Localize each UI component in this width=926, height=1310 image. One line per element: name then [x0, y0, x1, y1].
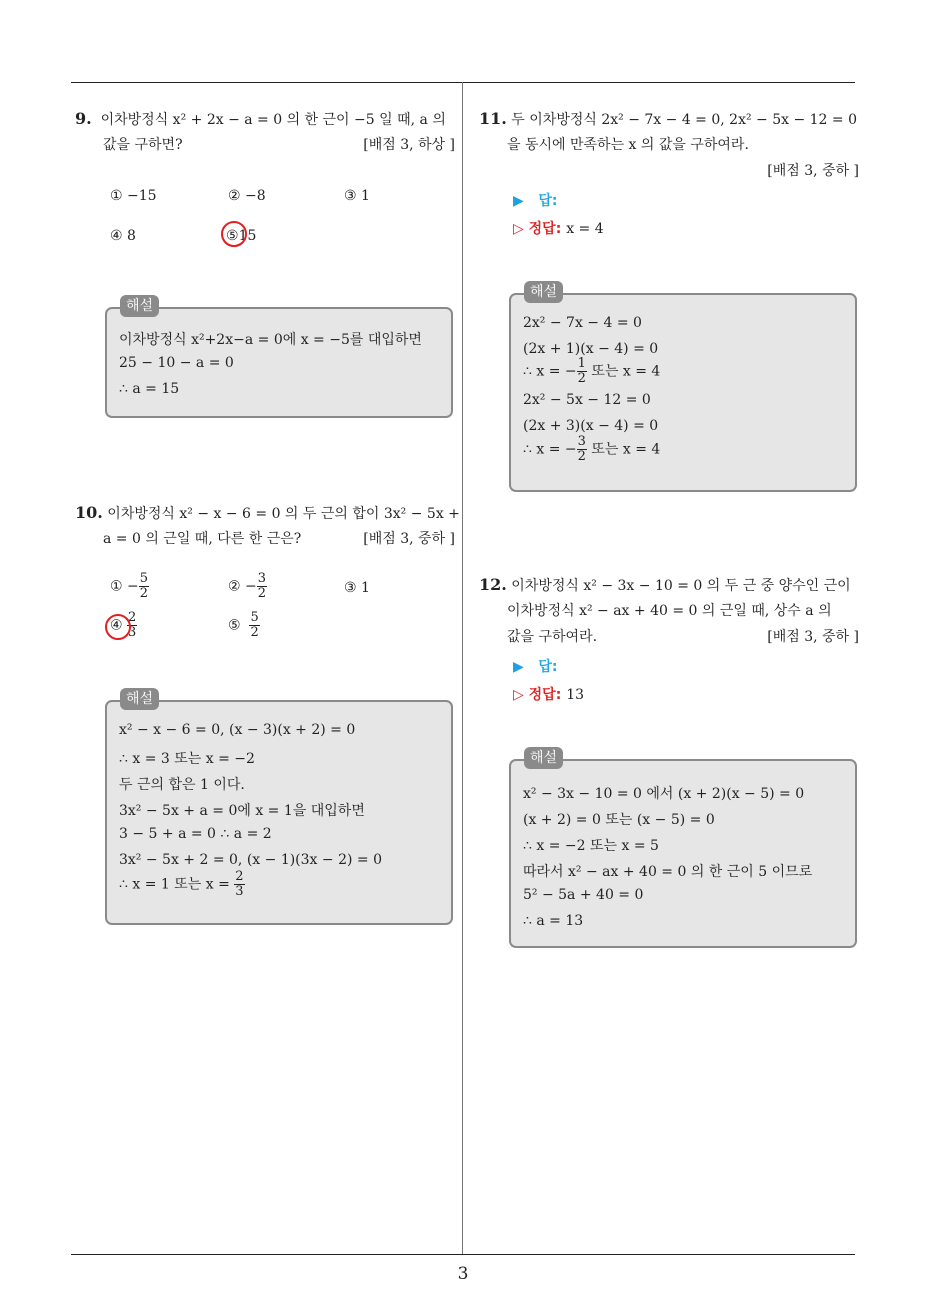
numerator: 2 — [235, 869, 244, 884]
solution-line: 이차방정식 x²+2x−a = 0에 x = −5를 대입하면 — [119, 332, 422, 348]
question-number: 9. — [75, 109, 92, 128]
denominator: 2 — [577, 371, 586, 386]
bottom-rule — [71, 1254, 855, 1255]
solution-line: 2x² − 5x − 12 = 0 — [523, 392, 651, 408]
question-text: a = 0 의 근일 때, 다른 한 근은? — [103, 531, 302, 547]
choice-marker: ⑤ — [226, 228, 239, 244]
solution-tag: 해설 — [524, 281, 563, 303]
numerator: 5 — [139, 571, 149, 586]
numerator: 5 — [250, 610, 259, 625]
play-arrow-icon: ▶ — [513, 193, 524, 209]
correct-value: x = 4 — [566, 221, 604, 237]
solution-line: (2x + 3)(x − 4) = 0 — [523, 418, 659, 434]
solution-line — [523, 357, 660, 386]
question-text: 두 이차방정식 2x² − 7x − 4 = 0, 2x² − 5x − 12 = 0 — [511, 112, 857, 128]
page-number: 3 — [457, 1264, 469, 1284]
numerator: 3 — [577, 434, 586, 449]
numerator: 2 — [128, 610, 137, 625]
choice-4[interactable]: ④ 8 — [110, 228, 136, 244]
fraction — [139, 572, 149, 601]
solution-box-12 — [509, 759, 857, 948]
solution-line: 5² − 5a + 40 = 0 — [523, 887, 644, 903]
solution-line: 3x² − 5x + a = 0에 x = 1을 대입하면 — [119, 803, 365, 819]
solution-line: 2x² − 7x − 4 = 0 — [523, 315, 642, 331]
solution-line: x² − 3x − 10 = 0 에서 (x + 2)(x − 5) = 0 — [523, 786, 805, 802]
answer-circle-mark — [221, 221, 247, 247]
solution-box-9 — [105, 307, 453, 418]
correct-label: 정답: — [528, 221, 562, 237]
solution-box-10 — [105, 700, 453, 925]
numerator: 3 — [257, 571, 267, 586]
fraction — [577, 357, 587, 386]
question-number: 11. — [479, 109, 507, 128]
solution-line: x² − x − 6 = 0, (x − 3)(x + 2) = 0 — [119, 722, 356, 738]
solution-line: ∴ x = −2 또는 x = 5 — [523, 838, 659, 854]
choice-2[interactable]: ② −8 — [228, 188, 266, 204]
solution-text: ∴ x = 1 또는 x = — [119, 876, 230, 893]
solution-line: 3 − 5 + a = 0 ∴ a = 2 — [119, 826, 272, 842]
score-meta: [배점 3, 하상 ] — [363, 137, 455, 153]
answer-label: 답: — [538, 659, 558, 675]
outline-arrow-icon: ▷ — [513, 221, 524, 237]
answer-circle-mark — [105, 614, 131, 640]
question-11 — [479, 106, 859, 184]
question-10 — [75, 500, 460, 552]
fraction — [234, 870, 244, 899]
outline-arrow-icon: ▷ — [513, 687, 524, 703]
question-text: 이차방정식 x² + 2x − a = 0 의 한 근이 −5 일 때, a 의 — [100, 112, 446, 128]
solution-line: (x + 2) = 0 또는 (x − 5) = 0 — [523, 812, 715, 828]
solution-line — [119, 870, 245, 899]
question-text: 을 동시에 만족하는 x 의 값을 구하여라. — [507, 137, 749, 153]
correct-label: 정답: — [528, 687, 562, 703]
choice-3[interactable]: ③ 1 — [344, 188, 370, 204]
answer-field[interactable] — [513, 656, 558, 676]
correct-answer — [513, 218, 604, 238]
choice-5[interactable] — [228, 611, 260, 640]
choice-marker: ② − — [228, 578, 257, 595]
denominator: 2 — [139, 586, 149, 601]
top-rule — [71, 82, 855, 83]
question-text: 이차방정식 x² − 3x − 10 = 0 의 두 근 중 양수인 근이 — [511, 578, 851, 594]
answer-field[interactable] — [513, 190, 558, 210]
question-number: 12. — [479, 575, 507, 594]
choice-marker: ④ — [110, 617, 123, 634]
denominator: 2 — [250, 625, 259, 640]
solution-tag: 해설 — [120, 295, 159, 317]
solution-tag: 해설 — [120, 688, 159, 710]
solution-text: ∴ x = − — [523, 441, 577, 458]
numerator: 1 — [577, 356, 586, 371]
solution-line: ∴ a = 13 — [523, 913, 584, 929]
play-arrow-icon: ▶ — [513, 659, 524, 675]
column-divider — [462, 82, 463, 1254]
solution-text: 또는 x = 4 — [591, 441, 661, 458]
question-9 — [75, 106, 455, 158]
denominator: 2 — [257, 586, 267, 601]
score-meta: [배점 3, 중하 ] — [363, 531, 455, 547]
denominator: 3 — [128, 625, 137, 640]
solution-line — [523, 435, 660, 464]
denominator: 3 — [235, 884, 244, 899]
correct-answer — [513, 684, 584, 704]
question-number: 10. — [75, 503, 103, 522]
solution-line: 3x² − 5x + 2 = 0, (x − 1)(3x − 2) = 0 — [119, 852, 382, 868]
choice-1[interactable]: ① −15 — [110, 188, 157, 204]
choice-marker: ① − — [110, 578, 139, 595]
score-meta: [배점 3, 중하 ] — [767, 629, 859, 645]
choice-1[interactable] — [110, 572, 149, 601]
solution-tag: 해설 — [524, 747, 563, 769]
fraction — [257, 572, 267, 601]
question-text: 이차방정식 x² − x − 6 = 0 의 두 근의 합이 3x² − 5x + — [107, 506, 460, 522]
correct-value: 13 — [566, 687, 585, 703]
choice-marker: ⑤ — [228, 617, 241, 634]
solution-line: ∴ a = 15 — [119, 381, 180, 397]
choice-value: 15 — [238, 228, 257, 244]
question-12 — [479, 572, 859, 650]
choice-3[interactable]: ③ 1 — [344, 580, 370, 596]
fraction — [249, 611, 259, 640]
solution-text: 또는 x = 4 — [591, 363, 661, 380]
choice-2[interactable] — [228, 572, 267, 601]
fraction — [577, 435, 587, 464]
question-text: 값을 구하면? — [103, 137, 183, 153]
solution-box-11 — [509, 293, 857, 492]
solution-line: 따라서 x² − ax + 40 = 0 의 한 근이 5 이므로 — [523, 864, 813, 880]
solution-line: (2x + 1)(x − 4) = 0 — [523, 341, 659, 357]
question-text: 이차방정식 x² − ax + 40 = 0 의 근일 때, 상수 a 의 — [507, 603, 832, 619]
score-meta: [배점 3, 중하 ] — [767, 163, 859, 179]
question-text: 값을 구하여라. — [507, 629, 598, 645]
solution-line: 25 − 10 − a = 0 — [119, 355, 234, 371]
solution-line: ∴ x = 3 또는 x = −2 — [119, 751, 255, 767]
denominator: 2 — [577, 449, 586, 464]
solution-line: 두 근의 합은 1 이다. — [119, 777, 245, 793]
answer-label: 답: — [538, 193, 558, 209]
solution-text: ∴ x = − — [523, 363, 577, 380]
